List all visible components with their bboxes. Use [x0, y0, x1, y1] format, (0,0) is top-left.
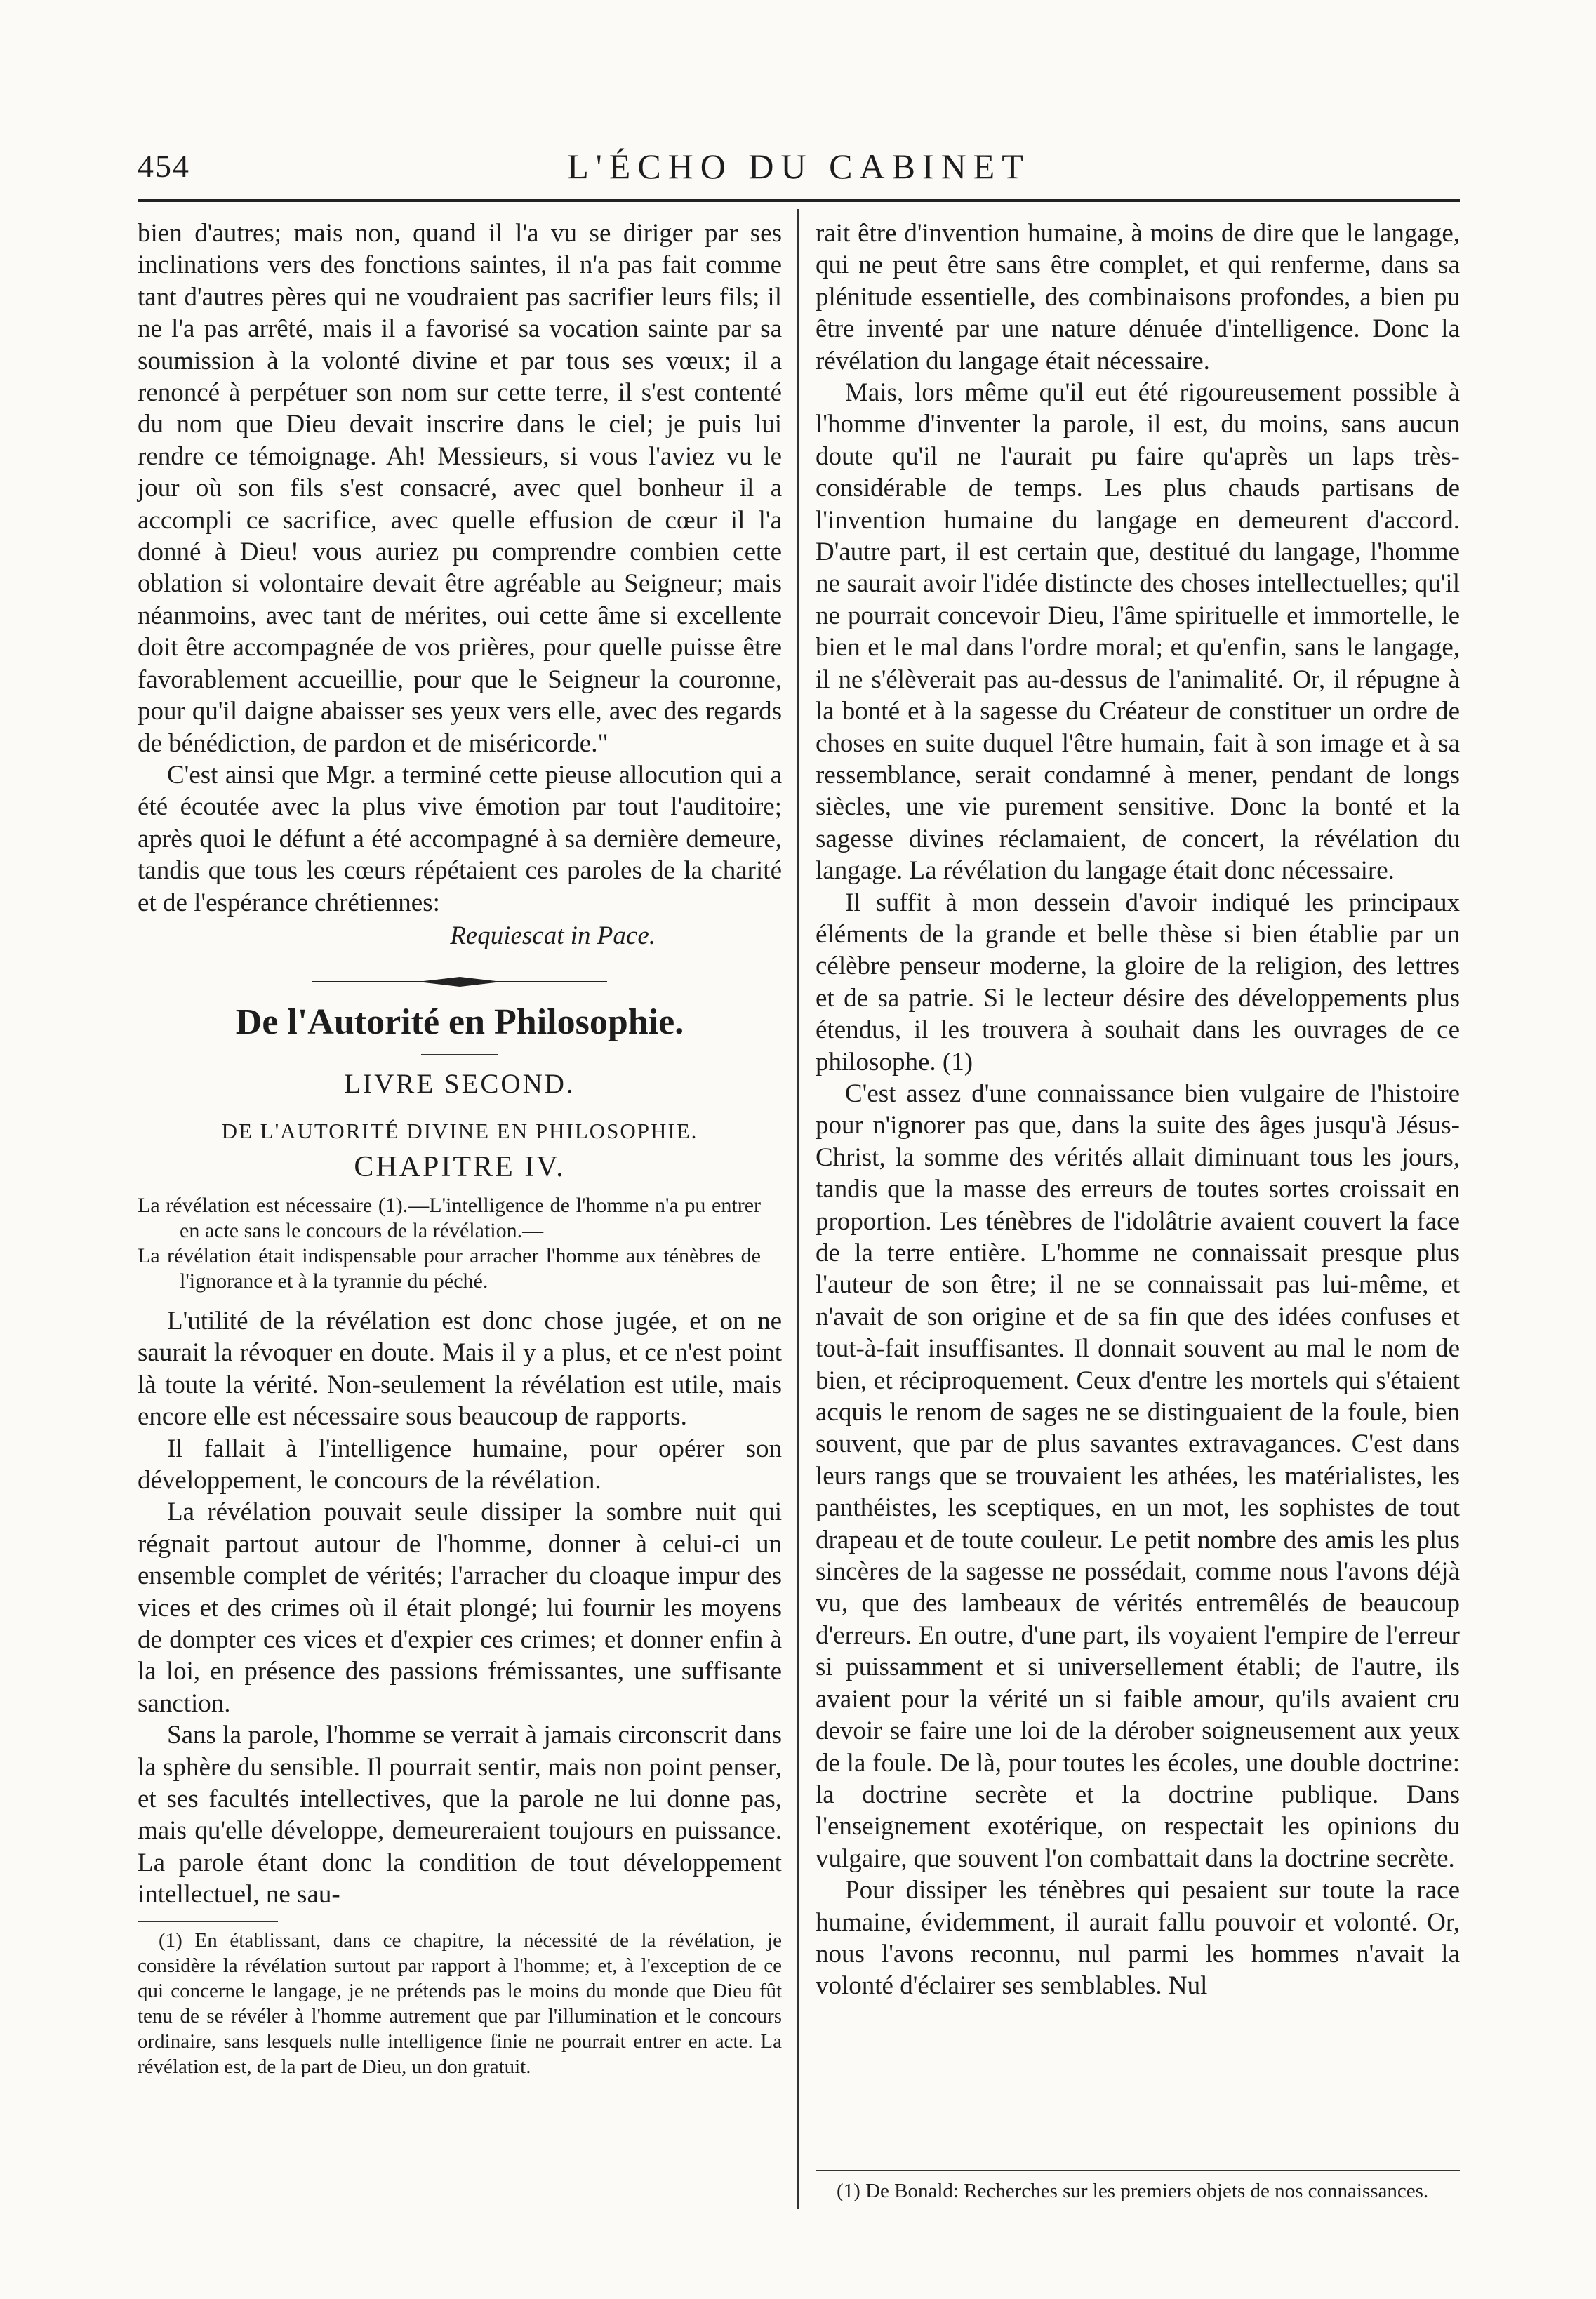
body-paragraph: Mais, lors même qu'il eut été rigoureusement possible à l'homme d'inventer la parole, il est, du moins, sans aucun doute qu'il ne l'aurait pu faire qu'après un laps très-considérable de temps. Les plus chauds partisans de l'invention humaine du langage en demeurent d'accord. D'autre part, il est certain que, destitué du langage, l'homme ne saurait avoir l'idée distincte des choses intellectuelles; qu'il ne pourrait concevoir Dieu, l'âme spirituelle et immortelle, le bien et le mal dans l'ordre moral; et qu'enfin, sans le langage, il ne s'élèverait pas au-dessus de l'animalité. Or, il répugne à la bonté et à la sagesse du Créateur de constituer un ordre de choses en suite duquel l'être humain, fait à son image et à sa ressemblance, serait condamné à mener, pendant de longs siècles, une vie purement sensitive. Donc la bonté et la sagesse divines réclamaient, de concert, la révélation du langage. La révélation du langage était donc nécessaire.: [816, 378, 1460, 886]
page-number: 454: [138, 148, 190, 184]
footnote-block: [816, 2170, 1460, 2204]
right-column: [816, 218, 1460, 2204]
part-title: DE L'AUTORITÉ DIVINE EN PHILOSOPHIE.: [221, 1119, 698, 1144]
closing-paragraph: C'est ainsi que Mgr. a terminé cette pieuse allocution qui a été écoutée avec la plus vive émotion par tout l'auditoire; après quoi le défunt a été accompagné à sa dernière demeure, tandis que tous les cœurs répétaient ces paroles de la charité et de l'espérance chrétiennes:: [138, 760, 782, 917]
chapter-summary: [138, 1193, 761, 1294]
footnote: (1) De Bonald: Recherches sur les premiers objets de nos connaissances.: [837, 2180, 1429, 2202]
body-paragraph: Il suffit à mon dessein d'avoir indiqué les principaux éléments de la grande et belle thèse si bien établie par un célèbre penseur moderne, la gloire de la religion, des lettres et de sa patrie. Si le lecteur désire des développements plus étendus, il les trouvera à souhait dans les ouvrages de ce philosophe. (1): [816, 888, 1460, 1077]
ornamental-rule: [312, 975, 607, 988]
body-paragraph: La révélation pouvait seule dissiper la sombre nuit qui régnait partout autour de l'homme, donner à celui-ci un ensemble complet de vérités; l'arracher du cloaque impur des vices et des crimes où il était plongé; lui fournir les moyens de dompter ces vices et d'expier ces crimes; et donner enfin à la loi, en présence des passions frémissantes, une suffisante sanction.: [138, 1498, 782, 1718]
body-paragraph: C'est assez d'une connaissance bien vulgaire de l'histoire pour n'ignorer pas que, dans la suite des âges jusqu'à Jésus-Christ, la somme des vérités allait diminuant tous les jours, tandis que la masse des erreurs de toutes sortes croissait en proportion. Les ténèbres de l'idolâtrie avaient couvert la face de la terre entière. L'homme ne connaissait presque plus l'auteur de son être; il ne se connaissait pas lui-même, et n'avait de son origine et de sa fin que des idées confuses et tout-à-fait insuffisantes. Il donnait souvent au mal le nom de bien, et réciproquement. Ceux d'entre les mortels qui s'étaient acquis le renom de sages ne se distinguaient de la foule, bien souvent, que par de plus savantes extravagances. C'est dans leurs rangs que se trouvaient les athées, les matérialistes, les panthéistes, les sceptiques, en un mot, les sophistes de tout drapeau et de toute couleur. Le petit nombre des amis les plus sincères de la sagesse ne possédait, comme nous l'avons déjà vu, que des lambeaux de vérités entremêlés de beaucoup d'erreurs. En outre, d'une part, ils voyaient l'empire de l'erreur si puissamment et si universellement établi; de l'autre, ils avaient pour la vérité un si faible amour, qu'ils avaient cru devoir se faire une loi de la dérober soigneusement aux yeux de la foule. De là, pour toutes les écoles, une double doctrine: la doctrine secrète et la doctrine publique. Dans l'enseignement exotérique, on respectait les opinions du vulgaire, que souvent l'on combattait dans la doctrine secrète.: [816, 1079, 1460, 1873]
footnote: (1) En établissant, dans ce chapitre, la nécessité de la révélation, je considère la révélation surtout par rapport à l'homme; et, à l'exception de ce qui concerne le langage, je ne prétends pas le moins du monde que Dieu fût tenu de se révéler à l'homme autrement que par l'illumination et le concours ordinaire, sans lesquels nulle intelligence finie ne pourrait entrer en acte. La révélation est, de la part de Dieu, un don gratuit.: [138, 1928, 782, 2078]
summary-line: La révélation est nécessaire (1).—L'intelligence de l'homme n'a pu entrer en acte sans le concours de la révélation.—: [138, 1193, 761, 1242]
footnote-rule: [138, 1921, 278, 1922]
summary-line: La révélation était indispensable pour arracher l'homme aux ténèbres de l'ignorance et à la tyrannie du péché.: [138, 1244, 761, 1293]
body-paragraph: L'utilité de la révélation est donc chose jugée, et on ne saurait la révoquer en doute. Mais il y a plus, et ce n'est point là toute la vérité. Non-seulement la révélation est utile, mais encore elle est nécessaire sous beaucoup de rapports.: [138, 1306, 782, 1432]
book-title: LIVRE SECOND.: [344, 1068, 576, 1099]
footnote-rule: [816, 2170, 1460, 2171]
chapter-title: CHAPITRE IV.: [354, 1150, 566, 1183]
requiescat: Requiescat in Pace.: [450, 921, 656, 950]
continued-paragraph: rait être d'invention humaine, à moins de dire que le langage, qui ne peut être sans être complet, et qui renferme, dans sa plénitude essentielle, des combinaisons profondes, a bien pu être inventé par une nature dénuée d'intelligence. Donc la révélation du langage était nécessaire.: [816, 219, 1460, 375]
body-paragraph: Pour dissiper les ténèbres qui pesaient sur toute la race humaine, évidemment, il aurait fallu pouvoir et volonté. Or, nous l'avons reconnu, nul parmi les hommes n'avait la volonté d'éclairer ses semblables. Nul: [816, 1876, 1460, 2001]
body-paragraph: Il fallait à l'intelligence humaine, pour opérer son développement, le concours de la révélation.: [138, 1434, 782, 1495]
column-divider: [797, 209, 799, 2209]
continued-paragraph: bien d'autres; mais non, quand il l'a vu se diriger par ses inclinations vers des fonctions saintes, il n'a pas fait comme tant d'autres pères qui ne voudraient pas sacrifier leurs fils; il ne l'a pas arrêté, mais il a favorisé sa vocation sainte par sa soumission à la volonté divine et par tous ses vœux; il a renoncé à perpétuer son nom sur cette terre, il s'est contenté du nom que Dieu devait inscrire dans le ciel; je puis lui rendre ce témoignage. Ah! Messieurs, si vous l'aviez vu le jour où son fils s'est consacré, avec quel bonheur il a accompli ce sacrifice, avec quelle effusion de cœur il l'a donné à Dieu! vous auriez pu comprendre combien cette oblation si volontaire devait être agréable au Seigneur; mais néanmoins, avec tant de mérites, oui cette âme si excellente doit être accompagnée de vos prières, pour quelle puisse être favorablement accueillie, pour que le Seigneur la couronne, pour qu'il daigne abaisser ses yeux vers elle, avec des regards de bénédiction, de pardon et de miséricorde.": [138, 219, 782, 758]
body-paragraph: Sans la parole, l'homme se verrait à jamais circonscrit dans la sphère du sensible. Il pourrait sentir, mais non point penser, et ses facultés intellectives, que la parole ne lui donne pas, mais qu'elle développe, demeureraient toujours en puissance. La parole étant donc la condition de tout développement intellectuel, ne sau-: [138, 1721, 782, 1910]
journal-title: L'ÉCHO DU CABINET: [567, 147, 1030, 186]
page-header: [138, 126, 1460, 211]
article-title: De l'Autorité en Philosophie.: [235, 1002, 684, 1043]
newspaper-page: [138, 126, 1460, 2204]
title-rule: [421, 1054, 498, 1055]
left-column: [138, 218, 782, 2079]
header-rule: [138, 199, 1460, 202]
